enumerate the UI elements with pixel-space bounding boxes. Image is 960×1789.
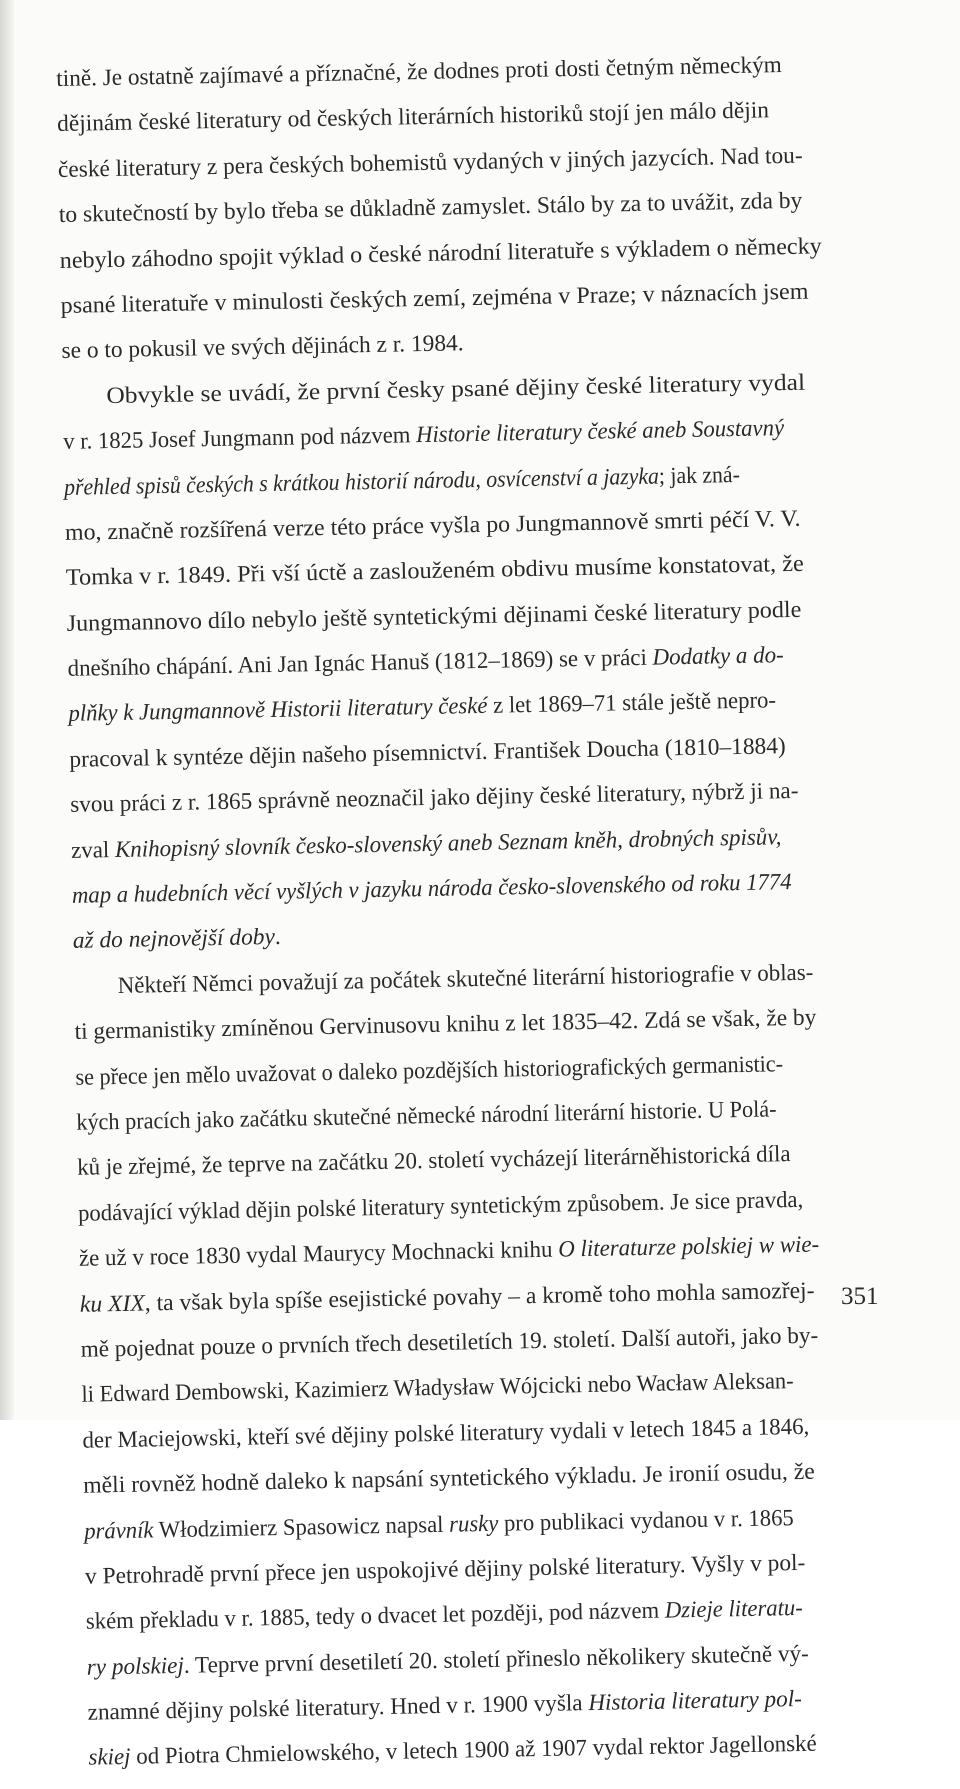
text-line: ku XIX, ta však byla spíše esejistické povahy – a kromě toho mohla samozřej-: [79, 1277, 815, 1318]
book-title: ry polskiej: [86, 1652, 185, 1681]
text-line: Někteří Němci považují za počátek skutečné literární historiografie v oblas-: [117, 959, 814, 999]
book-title: až do nejnovější doby: [72, 924, 276, 955]
text-line: kých pracích jako začátku skutečné německé národní literární historie. U Polá-: [76, 1096, 777, 1136]
text-line: přehled spisů českých s krátkou historií národu, osvícenství a jazyka; jak zná-: [63, 461, 741, 501]
text-line: mo, značně rozšířená verze této práce vyšla po Jungmannově smrti péčí V. V.: [64, 505, 801, 546]
text-line: ti germanistiky zmíněnou Gervinusovu knihu z let 1835–42. Zdá se však, že by: [74, 1004, 817, 1046]
book-title: skiej: [88, 1744, 131, 1772]
page-number: 351: [841, 1283, 879, 1310]
text-line: der Maciejowski, kteří své dějiny polské literatury vydali v letech 1845 a 1846,: [82, 1413, 810, 1454]
text-line: mě pojednat pouze o prvních třech desetiletích 19. století. Další autoři, jako by-: [80, 1322, 819, 1363]
text-line: české literatury z pera českých bohemistů vydaných v jiných jazycích. Nad tou-: [57, 142, 803, 183]
text-line: svou práci z r. 1865 správně neoznačil jako dějiny české literatury, nýbrž ji na-: [69, 778, 799, 819]
book-title: Knihopisný slovník česko-slovenský aneb Seznam kněh, drobných spisův,: [114, 823, 782, 863]
text-line: měli rovněž hodně daleko k napsání syntetického výkladu. Je ironií osudu, že: [83, 1458, 815, 1499]
text-line: znamné dějiny polské literatury. Hned v r. 1900 vyšla Historia literatury pol-: [87, 1686, 803, 1726]
text-line: se přece jen mělo uvažovat o daleko pozdějších historiografických germanistic-: [75, 1050, 784, 1091]
text-line: že už v roce 1830 vydal Maurycy Mochnacki knihu O literaturze polskiej w wie-: [78, 1231, 820, 1272]
text-line: v r. 1825 Josef Jungmann pod názvem Historie literatury české aneb Soustavný: [63, 415, 785, 456]
text-line: dnešního chápání. Ani Jan Ignác Hanuš (1812–1869) se v práci Dodatky a do-: [67, 642, 784, 682]
book-title: Historia literatury pol-: [588, 1686, 803, 1717]
text-line: tině. Je ostatně zajímavé a příznačné, že dodnes proti dosti četným německým: [56, 52, 782, 92]
page-gutter-shadow: [0, 0, 14, 1420]
text-line: právník Włodzimierz Spasowicz napsal rusky pro publikaci vydanou v r. 1865: [83, 1504, 795, 1545]
emphasis: rusky: [448, 1510, 499, 1538]
text-line: v Petrohradě první přece jen uspokojivé dějiny polské literatury. Vyšly v pol-: [84, 1549, 806, 1590]
text-line: ry polskiej. Teprve první desetiletí 20. století přineslo několikery skutečně vý-: [86, 1640, 809, 1681]
text-line: psané literatuře v minulosti českých zemí, zejména v Praze; v náznacích jsem: [60, 278, 809, 319]
text-line: Jungmannovo dílo nebylo ještě syntetickými dějinami české literatury podle: [66, 596, 802, 637]
text-line: až do nejnovější doby.: [72, 924, 281, 955]
body-text: [56, 48, 913, 1788]
book-title: plňky k Jungmannově Historii literatury české: [68, 693, 488, 728]
text-line: se o to pokusil ve svých dějinách z r. 1984.: [61, 330, 464, 365]
text-line: li Edward Dembowski, Kazimierz Władysław Wójcicki nebo Wacław Aleksan-: [81, 1368, 794, 1409]
book-title: map a hudebních věcí vyšlých v jazyku národa česko-slovenského od roku 1774: [71, 869, 792, 909]
text-line: skiej od Piotra Chmielowského, v letech 1900 až 1907 vydal rektor Jagellonské: [88, 1731, 817, 1772]
book-title: přehled spisů českých s krátkou historií národu, osvícenství a jazyka: [63, 463, 660, 501]
text-line: zval Knihopisný slovník česko-slovenský aneb Seznam kněh, drobných spisův,: [70, 823, 782, 864]
book-title: O literaturze polskiej w wie-: [557, 1231, 820, 1263]
text-line: pracoval k syntéze dějin našeho písemnictví. František Doucha (1810–1884): [69, 732, 786, 773]
book-title: Dodatky a do-: [652, 642, 784, 671]
text-line: dějinám české literatury od českých literárních historiků stojí jen málo dějin: [56, 97, 770, 138]
book-title: Historie literatury české aneb Soustavný: [415, 415, 785, 449]
text-line: podávající výklad dějin polské literatury syntetickým způsobem. Je sice pravda,: [77, 1186, 804, 1227]
text-line: ků je zřejmé, že teprve na začátku 20. století vycházejí literárněhistorická díla: [76, 1141, 791, 1182]
book-title: ku XIX: [79, 1290, 145, 1318]
text-line: ském překladu v r. 1885, tedy o dvacet let později, pod názvem Dzieje literatu-: [85, 1595, 804, 1635]
text-line: nebylo záhodno spojit výklad o české národní literatuře s výkladem o německy: [59, 232, 822, 274]
text-line: plňky k Jungmannově Historii literatury české z let 1869–71 stále ještě nepro-: [68, 687, 777, 728]
emphasis: právník: [83, 1516, 154, 1545]
book-title: Dzieje literatu-: [664, 1595, 804, 1624]
text-line: Obvykle se uvádí, že první česky psané dějiny české literatury vydal: [106, 369, 806, 409]
text-line: Tomka v r. 1849. Při vší úctě a zaslouženém obdivu musíme konstatovat, že: [65, 551, 805, 592]
text-line: to skutečností by bylo třeba se důkladně zamyslet. Stálo by za to uvážit, zda by: [58, 187, 803, 229]
